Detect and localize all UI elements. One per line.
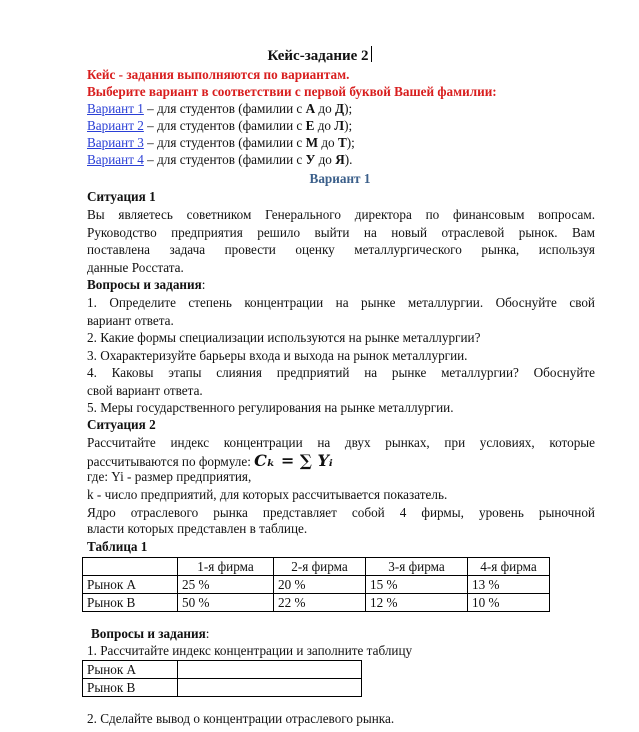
core-line-2: власти которых представлен в таблице. <box>87 521 308 536</box>
answer-table <box>82 660 362 697</box>
intro-line-2: Выберите вариант в соответствии с первой буквой Вашей фамилии: <box>87 84 497 99</box>
question-1-cont: вариант ответа. <box>87 312 174 328</box>
table-row <box>83 661 362 679</box>
variant-4-link[interactable]: Вариант 4 <box>87 152 144 167</box>
where-line-1: где: Yi - размер предприятия, <box>87 469 252 484</box>
variant-1-link[interactable]: Вариант 1 <box>87 101 144 116</box>
table-header: 1-я фирма <box>178 558 274 576</box>
situation-1-text: Вы являетесь советником Генерального директора по финансовым вопросам. Руководство предприятия решило выйти на новый отраслевой рынок. Вам поставлена задача провести оценку металлургического рынка, используя данные Росстата. <box>87 207 595 275</box>
situation-1-heading: Ситуация 1 <box>87 189 156 204</box>
table-row <box>83 558 550 576</box>
variant-line-4: Вариант 4 – для студентов (фамилии с У до Я). <box>87 152 353 167</box>
variant-line-3: Вариант 3 – для студентов (фамилии с М до Т); <box>87 135 355 150</box>
concentration-formula: Cₖ = ∑ Yᵢ <box>254 451 333 470</box>
table-cell: 50 % <box>178 594 274 612</box>
text-cursor <box>371 46 372 62</box>
table-cell: 15 % <box>366 576 468 594</box>
tasks-heading: Вопросы и задания: <box>91 626 210 641</box>
task-1: 1. Рассчитайте индекс концентрации и заполните таблицу <box>87 643 413 658</box>
where-line-2: k - число предприятий, для которых рассчитывается показатель. <box>87 487 448 502</box>
variant-3-link[interactable]: Вариант 3 <box>87 135 144 150</box>
table-header: 4-я фирма <box>468 558 550 576</box>
table-header: 2-я фирма <box>274 558 366 576</box>
table-cell: 12 % <box>366 594 468 612</box>
table-row <box>83 576 550 594</box>
questions-heading: Вопросы и задания: <box>87 277 206 292</box>
situation-2-line-1: Рассчитайте индекс концентрации на двух рынках, при условиях, которые <box>87 435 595 450</box>
question-4-cont: свой вариант ответа. <box>87 382 203 398</box>
table-cell: Рынок В <box>83 679 178 697</box>
table-cell: 22 % <box>274 594 366 612</box>
table-1 <box>82 557 550 612</box>
question-5: 5. Меры государственного регулирования на рынке металлургии. <box>87 400 454 415</box>
table-cell: Рынок В <box>83 594 178 612</box>
question-2: 2. Какие формы специализации используются на рынке металлургии? <box>87 330 481 345</box>
question-3: 3. Охарактеризуйте барьеры входа и выхода на рынок металлургии. <box>87 347 468 363</box>
table-row <box>83 679 362 697</box>
table-1-caption: Таблица 1 <box>87 539 148 554</box>
situation-2-heading: Ситуация 2 <box>87 417 156 432</box>
table-cell: Рынок А <box>83 576 178 594</box>
variant-line-1: Вариант 1 – для студентов (фамилии с А до Д); <box>87 101 353 116</box>
table-cell: 20 % <box>274 576 366 594</box>
page-title: Кейс-задание 2 <box>0 46 639 65</box>
variant-line-2: Вариант 2 – для студентов (фамилии с Е до Л); <box>87 118 353 133</box>
table-header: 3-я фирма <box>366 558 468 576</box>
question-1: 1. Определите степень концентрации на рынке металлургии. Обоснуйте свой <box>87 295 595 310</box>
answer-cell[interactable] <box>178 661 362 679</box>
table-cell: 25 % <box>178 576 274 594</box>
table-cell: Рынок А <box>83 661 178 679</box>
situation-2-line-2: рассчитываются по формуле: Cₖ = ∑ Yᵢ <box>87 451 333 470</box>
variant-2-link[interactable]: Вариант 2 <box>87 118 144 133</box>
table-cell: 10 % <box>468 594 550 612</box>
variant-heading: Вариант 1 <box>309 171 371 186</box>
intro-line-1: Кейс - задания выполняются по вариантам. <box>87 67 350 82</box>
question-4: 4. Каковы этапы слияния предприятий на рынке металлургии? Обоснуйте <box>87 365 595 380</box>
table-row <box>83 594 550 612</box>
core-line-1: Ядро отраслевого рынка представляет собой 4 фирмы, уровень рыночной <box>87 505 595 520</box>
questions-list <box>87 294 595 417</box>
table-cell: 13 % <box>468 576 550 594</box>
task-2: 2. Сделайте вывод о концентрации отраслевого рынка. <box>87 711 395 726</box>
answer-cell[interactable] <box>178 679 362 697</box>
